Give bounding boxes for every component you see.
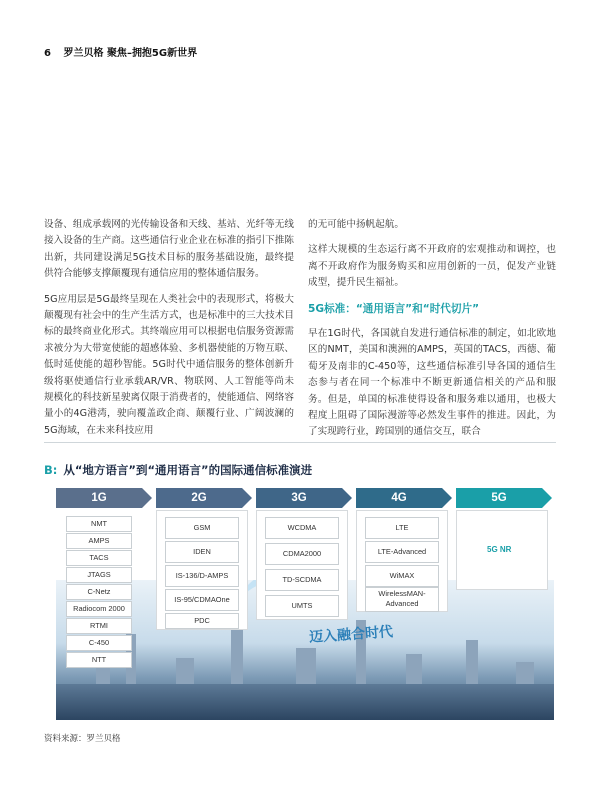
standard-chip: NTT bbox=[66, 652, 132, 668]
generation-label: 2G bbox=[191, 492, 207, 504]
section-heading: 5G标准：“通用语言”和“时代切片” bbox=[308, 302, 480, 315]
standard-chip: UMTS bbox=[265, 595, 339, 617]
standard-chip: NMT bbox=[66, 516, 132, 532]
generation-1g bbox=[56, 488, 152, 508]
generation-5g bbox=[456, 488, 552, 508]
generation-label: 3G bbox=[291, 492, 307, 504]
standard-chip: LTE-Advanced bbox=[365, 541, 439, 563]
section-divider bbox=[44, 442, 556, 443]
running-header bbox=[44, 44, 197, 59]
generation-4g bbox=[356, 488, 452, 508]
standard-chip: RTMI bbox=[66, 618, 132, 634]
figure-title-text: 从“地方语言”到“通用语言”的国际通信标准演进 bbox=[63, 463, 313, 477]
header-subtitle: 拥抱5G新世界 bbox=[131, 48, 198, 59]
source-note: 资料来源：罗兰贝格 bbox=[44, 734, 121, 744]
header-separator: – bbox=[126, 48, 132, 59]
right-paragraph-1: 的无可能中扬帆起航。 bbox=[308, 219, 404, 230]
standard-chip: IS-136/D-AMPS bbox=[165, 565, 239, 587]
standard-chip: GSM bbox=[165, 517, 239, 539]
standards-column-4g bbox=[356, 510, 448, 612]
harbor-water bbox=[56, 684, 554, 720]
right-paragraph-3: 早在1G时代，各国就自发进行通信标准的制定，如北欧地区的NMT，美国和澳洲的AMPS，英国的TACS，西德、葡萄牙及南非的C-450等，这些通信标准引导各国的通信生态参与者在同一个标准中不断更新通信相关的产品和服务。但是，单国的标准使得设备和服务难以通用，也极大程度上阻碍了国际漫游等必然发生事件的推进。因此，为了实现跨行业，跨国别的通信交互，联合 bbox=[308, 328, 556, 438]
generation-label: 5G bbox=[491, 492, 507, 504]
generation-3g bbox=[256, 488, 352, 508]
standard-chip: C-450 bbox=[66, 635, 132, 651]
building bbox=[231, 626, 243, 692]
right-column bbox=[308, 217, 556, 450]
figure-label: B: bbox=[44, 463, 58, 477]
standard-chip: WirelessMAN-Advanced bbox=[365, 587, 439, 612]
left-paragraph-1: 设备、组成承载网的光传输设备和天线、基站、光纤等无线接入设备的生产商。这些通信行业企业在标准的指引下推陈出新，共同建设满足5G技术目标的服务基础设施，最终提供符合能够支撑颠覆现有通信应用的整体通信服务。 bbox=[44, 219, 294, 280]
image-caption: 迈入融合时代 bbox=[308, 624, 394, 646]
generation-2g bbox=[156, 488, 252, 508]
left-paragraph-2: 5G应用层是5G最终呈现在人类社会中的表现形式，将极大颠覆现有社会中的生产生活方式，也是标准中的三大技术目标的最终商业化形式。其终端应用可以根据电信服务资源需求被分为大带宽使能的超感体验、多机器使能的万物互联、低时延使能的超秒智能。5G时代中通信服务的整体创新升级将驱使通信行业承载AR/VR、物联网、人工智能等尚未规模化的科技新星驶离仅限于消费者的，使能通信、网络容量小的4G港湾，驶向覆盖政企商、颠覆行业、广阔波澜的5G海域，在未来科技应用 bbox=[44, 293, 294, 436]
standard-chip: TD-SCDMA bbox=[265, 569, 339, 591]
standards-column-2g bbox=[156, 510, 248, 630]
page-number: 6 bbox=[44, 48, 51, 59]
generation-label: 4G bbox=[391, 492, 407, 504]
standard-chip: WCDMA bbox=[265, 517, 339, 539]
standard-label-5g-nr: 5G NR bbox=[487, 545, 512, 554]
header-brand: 罗兰贝格 bbox=[63, 48, 104, 59]
standards-column-3g bbox=[256, 510, 348, 620]
standard-chip: CDMA2000 bbox=[265, 543, 339, 565]
standard-chip: JTAGS bbox=[66, 567, 132, 583]
standard-chip: IDEN bbox=[165, 541, 239, 563]
standard-chip: TACS bbox=[66, 550, 132, 566]
standard-chip: C-Netz bbox=[66, 584, 132, 600]
standard-chip: WiMAX bbox=[365, 565, 439, 587]
left-column bbox=[44, 217, 294, 448]
standards-column-1g bbox=[56, 510, 146, 662]
standard-chip: Radiocom 2000 bbox=[66, 601, 132, 617]
header-section: 聚焦 bbox=[106, 48, 127, 59]
standard-chip: IS-95/CDMAOne bbox=[165, 589, 239, 611]
generation-label: 1G bbox=[91, 492, 107, 504]
right-paragraph-2: 这样大规模的生态运行离不开政府的宏观推动和调控，也离不开政府作为服务购买和应用创新的一员，促发产业链成型，提升民生福祉。 bbox=[308, 244, 556, 289]
standard-chip: LTE bbox=[365, 517, 439, 539]
standards-evolution-figure bbox=[44, 488, 556, 720]
standards-column-5g bbox=[456, 510, 548, 590]
figure-title bbox=[44, 462, 312, 478]
standard-chip: AMPS bbox=[66, 533, 132, 549]
standard-chip: PDC bbox=[165, 613, 239, 629]
